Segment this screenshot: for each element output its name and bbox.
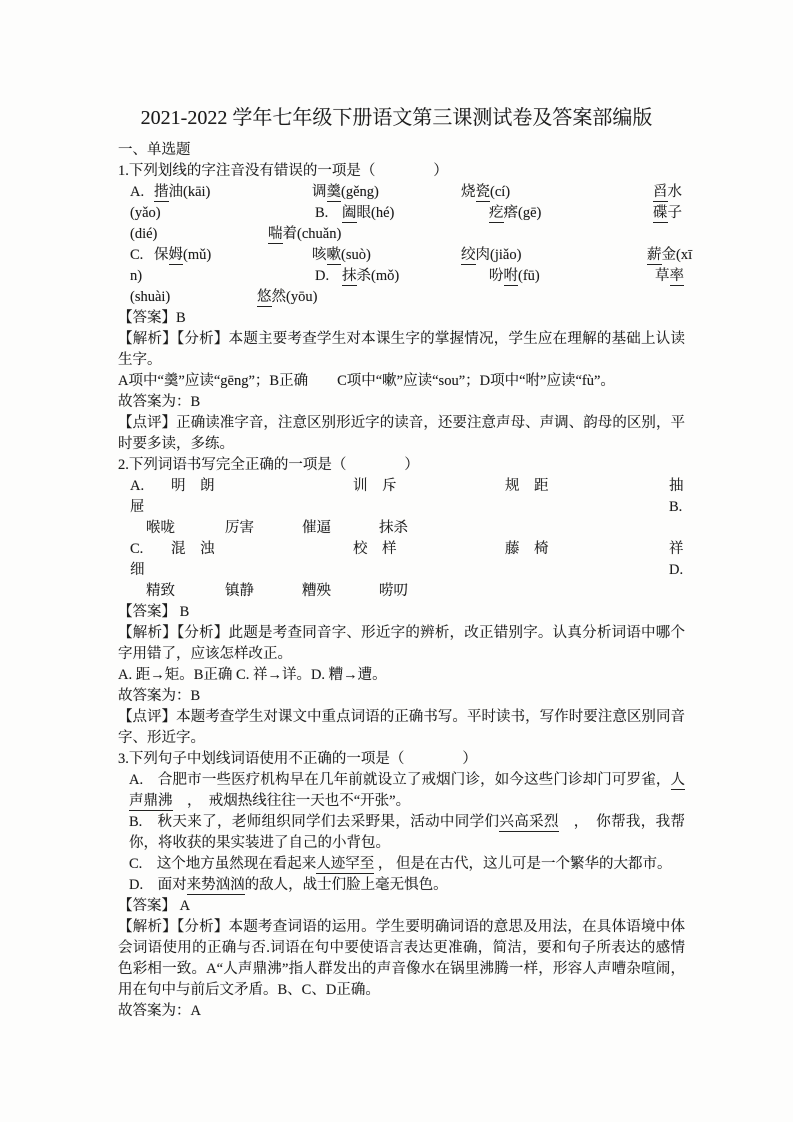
text-run: 吩 xyxy=(489,268,504,284)
text-run: 训 斥 xyxy=(353,478,397,494)
underlined-term: 咐 xyxy=(503,268,518,284)
question-stem: 2.下列词语书写完全正确的一项是（ ） xyxy=(118,457,419,473)
text-run: 咳 xyxy=(312,247,327,263)
conclusion-line xyxy=(118,686,685,707)
option-cell xyxy=(461,245,521,266)
text-run: C. xyxy=(130,247,144,263)
text-run: (gěng) xyxy=(341,184,379,200)
option-cell xyxy=(653,182,682,203)
explanation-paragraph xyxy=(118,329,685,371)
section-heading: 一、单选题 xyxy=(118,142,191,158)
option-cell xyxy=(669,476,684,497)
underlined-term: 碟 xyxy=(653,205,668,221)
text-run: D. xyxy=(669,562,684,578)
option-grid-row xyxy=(118,203,685,224)
underlined-term: 抹 xyxy=(342,268,357,284)
option-grid-row xyxy=(118,518,685,539)
text-run: A. 距→矩。B正确 C. 祥→详。D. 糟→遭。 xyxy=(118,667,387,683)
question-stem: 3.下列句子中划线词语使用不正确的一项是（ ） xyxy=(118,751,477,767)
text-run: 厉害 xyxy=(225,520,254,536)
underlined-term: 悠 xyxy=(257,289,272,305)
explanation-paragraph xyxy=(118,413,685,455)
underlined-term: 喘 xyxy=(268,226,283,242)
underlined-term: 疙 xyxy=(489,205,504,221)
text-run: 故答案为：A xyxy=(118,1003,201,1019)
option-grid-row xyxy=(118,539,685,560)
option-cell xyxy=(302,581,331,602)
option-grid-row xyxy=(118,266,685,287)
document-body xyxy=(118,140,693,1022)
text-run: 【答案】 A xyxy=(118,898,191,914)
text-run: n) xyxy=(130,268,143,284)
question-stem: 1.下列划线的字注音没有错误的一项是（ ） xyxy=(118,163,448,179)
option-cell xyxy=(505,539,549,560)
text-run: 故答案为：B xyxy=(118,688,201,704)
underlined-term: 人迹罕至 xyxy=(316,856,375,872)
option-cell xyxy=(342,266,399,287)
option-paragraph xyxy=(118,770,685,812)
option-cell xyxy=(130,203,161,224)
text-run: B. xyxy=(669,499,683,515)
option-cell xyxy=(312,182,379,203)
option-cell xyxy=(505,476,549,497)
option-paragraph xyxy=(118,854,685,875)
text-run: 喉咙 xyxy=(146,520,175,536)
text-run: A. xyxy=(130,478,145,494)
option-cell xyxy=(315,203,328,224)
option-cell xyxy=(130,539,143,560)
text-run: 【答案】B xyxy=(118,310,186,326)
option-cell xyxy=(225,518,254,539)
option-grid-row xyxy=(118,182,685,203)
text-run: 然(yōu) xyxy=(271,289,318,305)
text-run: 杀(mǒ) xyxy=(356,268,400,284)
underlined-term: 率 xyxy=(669,268,684,284)
option-cell xyxy=(379,581,408,602)
underlined-term: 舀 xyxy=(653,184,668,200)
text-run: 子 xyxy=(667,205,682,221)
option-cell xyxy=(489,266,540,287)
option-cell xyxy=(171,476,215,497)
option-cell xyxy=(461,182,510,203)
option-paragraph xyxy=(118,812,685,854)
underlined-term: 嗽 xyxy=(326,247,341,263)
text-run: 祥 xyxy=(669,541,684,557)
text-run: 藤 椅 xyxy=(505,541,549,557)
text-run: 混 浊 xyxy=(171,541,215,557)
option-cell xyxy=(130,224,157,245)
underlined-term: 薪 xyxy=(647,247,662,263)
text-run: 【点评】正确读准字音，注意区别形近字的读音，还要注意声母、声调、韵母的区别，平时要多读，多练。 xyxy=(118,415,685,452)
text-run: 【点评】本题考查学生对课文中重点词语的正确书写。平时读书，写作时要注意区别同音字、形近字。 xyxy=(118,709,685,746)
questions-container xyxy=(118,161,693,1022)
text-run: 故答案为：B xyxy=(118,394,201,410)
option-cell xyxy=(154,245,211,266)
text-run: 保 xyxy=(154,247,169,263)
option-cell xyxy=(130,266,142,287)
text-run: 【解析】【分析】此题是考查同音字、形近字的辨析，改正错别字。认真分析词语中哪个字用错了，应该怎样改正。 xyxy=(118,625,685,662)
document-title: 2021-2022 学年七年级下册语文第三课测试卷及答案部编版 xyxy=(140,107,653,129)
explanation-paragraph xyxy=(118,371,685,392)
option-cell xyxy=(312,245,371,266)
option-grid-row xyxy=(118,287,685,308)
text-run: 明 朗 xyxy=(171,478,215,494)
option-cell xyxy=(130,560,145,581)
text-run: 规 距 xyxy=(505,478,549,494)
option-cell xyxy=(353,476,397,497)
text-run: A. xyxy=(130,184,145,200)
option-grid-row xyxy=(118,497,685,518)
option-grid-row xyxy=(118,560,685,581)
text-run: 精致 xyxy=(146,583,175,599)
text-run: 抹杀 xyxy=(379,520,408,536)
text-run: 【解析】【分析】本题主要考查学生对本课生字的掌握情况，学生应在理解的基础上认读生字。 xyxy=(118,331,685,368)
option-cell xyxy=(154,182,210,203)
option-cell xyxy=(669,539,684,560)
text-run: C. xyxy=(130,541,144,557)
underlined-term: 瓷 xyxy=(475,184,490,200)
conclusion-line xyxy=(118,392,685,413)
explanation-paragraph xyxy=(118,917,685,1001)
answer-line xyxy=(118,896,685,917)
text-run: 细 xyxy=(130,562,145,578)
text-run: B. xyxy=(315,205,329,221)
option-cell xyxy=(379,518,408,539)
conclusion-line xyxy=(118,1001,685,1022)
option-cell xyxy=(225,581,254,602)
text-run: 调 xyxy=(312,184,327,200)
option-cell xyxy=(130,287,170,308)
underlined-term: 揩 xyxy=(154,184,169,200)
text-run: B. 秋天来了，老师组织同学们去采野果，活动中同学们 xyxy=(129,814,500,830)
text-run: D. 面对 xyxy=(129,877,187,893)
text-run: C. 这个地方虽然现在看起来 xyxy=(129,856,317,872)
underlined-term: 姆 xyxy=(168,247,183,263)
text-run: 瘩(gē) xyxy=(503,205,542,221)
option-cell xyxy=(146,581,175,602)
text-run: 【解析】【分析】本题考查词语的运用。学生要明确词语的意思及用法，在具体语境中体会词语使用的正确与否.词语在句中要使语言表达更准确，简洁，要和句子所表达的感情色彩相一致。A“人声鼎沸”指人群发出的声音像水在锅里沸腾一样，形容人声嘈杂喧闹，用在句中与前后文矛盾。B、C、D正确。 xyxy=(118,919,685,998)
text-run: 糟殃 xyxy=(302,583,331,599)
text-run: (shuài) xyxy=(130,289,171,305)
explanation-paragraph xyxy=(118,665,685,686)
option-cell xyxy=(315,266,329,287)
text-run: (cí) xyxy=(490,184,511,200)
text-run: 眼(hé) xyxy=(356,205,395,221)
text-run: (fū) xyxy=(518,268,540,284)
text-run: ， 你帮我，我帮你，将收获的果实装进了自己的小背包。 xyxy=(129,814,686,851)
text-run: 油(kāi) xyxy=(168,184,211,200)
option-cell xyxy=(146,518,175,539)
option-grid-row xyxy=(118,224,685,245)
text-run: 唠叨 xyxy=(379,583,408,599)
text-run: (dié) xyxy=(130,226,158,242)
option-cell xyxy=(130,497,145,518)
text-run: 草 xyxy=(655,268,670,284)
text-run: 金(xī xyxy=(661,247,693,263)
text-run: 抽 xyxy=(669,478,684,494)
text-run: 屉 xyxy=(130,499,145,515)
option-cell xyxy=(268,224,341,245)
text-run: (yǎo) xyxy=(130,205,161,221)
underlined-term: 人声鼎沸 xyxy=(129,772,685,809)
option-cell xyxy=(257,287,317,308)
text-run: D. xyxy=(315,268,330,284)
option-cell xyxy=(653,203,682,224)
option-cell xyxy=(130,182,144,203)
answer-line xyxy=(118,308,685,329)
text-run: 着(chuǎn) xyxy=(282,226,342,242)
option-cell xyxy=(302,518,331,539)
text-run: (mǔ) xyxy=(183,247,212,263)
option-grid-row xyxy=(118,245,693,266)
answer-line xyxy=(118,602,685,623)
explanation-paragraph xyxy=(118,707,685,749)
option-cell xyxy=(342,203,394,224)
option-cell xyxy=(171,539,215,560)
option-paragraph xyxy=(118,875,685,896)
underlined-term: 羹 xyxy=(326,184,341,200)
text-run: 烧 xyxy=(461,184,476,200)
underlined-term: 阖 xyxy=(342,205,357,221)
text-run: 的敌人，战士们脸上毫无惧色。 xyxy=(244,877,448,893)
text-run: A. 合肥市一些医疗机构早在几年前就设立了戒烟门诊，如今这些门诊却门可罗雀， xyxy=(129,772,671,788)
option-grid-row xyxy=(118,476,685,497)
text-run: 镇静 xyxy=(225,583,254,599)
text-run: 校 样 xyxy=(353,541,397,557)
text-run: 肉(jiǎo) xyxy=(475,247,522,263)
option-cell xyxy=(353,539,397,560)
option-grid-row xyxy=(118,581,685,602)
text-run: 水 xyxy=(667,184,682,200)
text-run: ， 但是在古代，这儿可是一个繁华的大都市。 xyxy=(374,856,672,872)
option-cell xyxy=(489,203,541,224)
underlined-term: 兴高采烈 xyxy=(499,814,559,830)
underlined-term: 绞 xyxy=(461,247,476,263)
option-cell xyxy=(669,497,682,518)
option-cell xyxy=(655,266,684,287)
text-run: (suò) xyxy=(341,247,371,263)
explanation-paragraph xyxy=(118,623,685,665)
option-cell xyxy=(130,476,144,497)
text-run: 催逼 xyxy=(302,520,331,536)
text-run: 【答案】 B xyxy=(118,604,190,620)
text-run: ， 戒烟热线往往一天也不“开张”。 xyxy=(172,793,411,809)
option-cell xyxy=(669,560,683,581)
option-cell xyxy=(130,245,143,266)
underlined-term: 来势汹汹 xyxy=(186,877,245,893)
text-run: A项中“羹”应读“gēng”；B正确 C项中“嗽”应读“sou”；D项中“咐”应读“fù”。 xyxy=(118,373,615,389)
option-cell xyxy=(647,245,692,266)
